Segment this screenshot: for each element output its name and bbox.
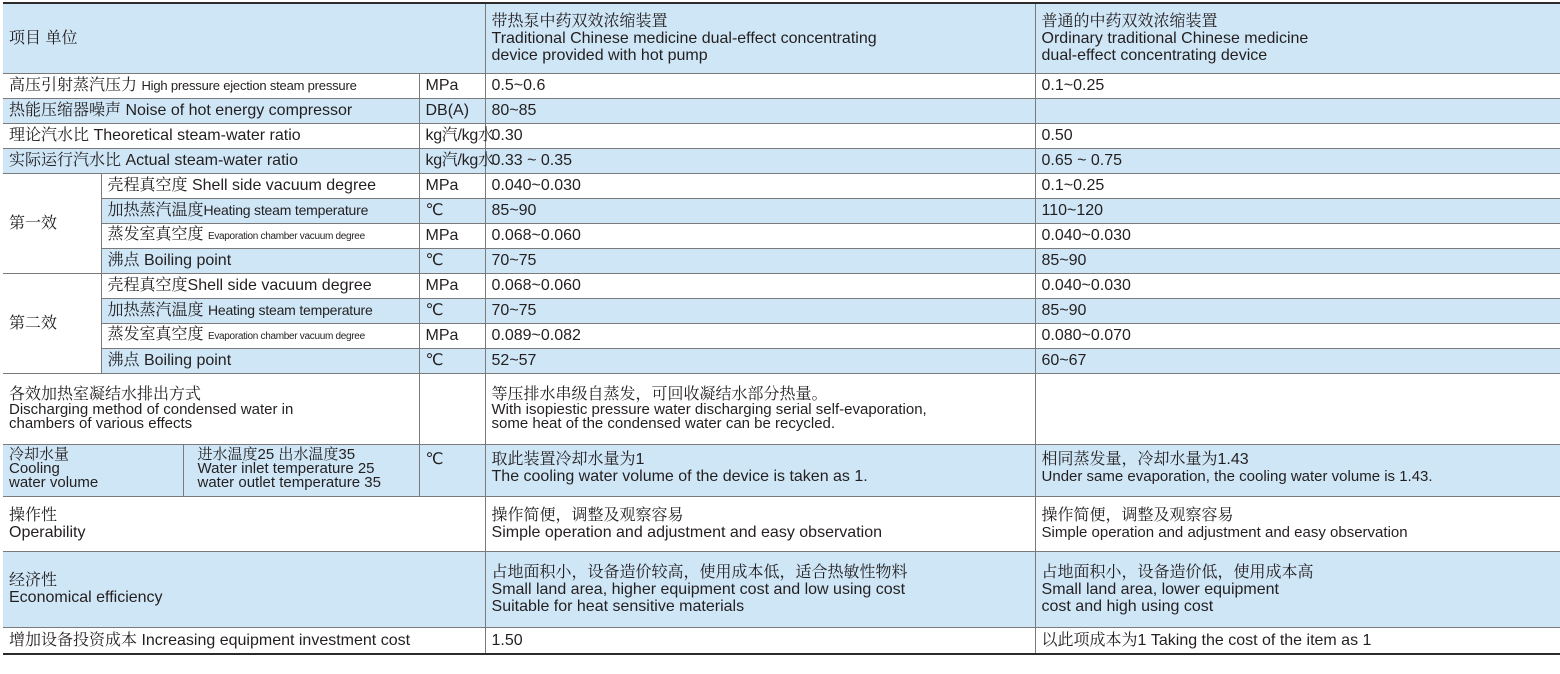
row-label	[101, 323, 419, 348]
header-col-ordinary-en1: Ordinary traditional Chinese medicine	[1041, 29, 1309, 47]
row-value-ordinary: 0.080~0.070	[1035, 323, 1560, 348]
row-label-cn: 加热蒸汽温度	[107, 302, 204, 319]
header-col-heatpump-en1: Traditional Chinese medicine dual-effect concentrating	[491, 29, 877, 47]
cooling-value-en: Under same evaporation, the cooling water volume is 1.43.	[1041, 467, 1433, 485]
row-label-en: Evaporation chamber vacuum degree	[207, 231, 365, 242]
discharge-label-en2: chambers of various effects	[9, 415, 193, 432]
row-unit: ℃	[419, 298, 485, 323]
row-unit: MPa	[419, 73, 485, 98]
row-value-heatpump: 85~90	[485, 198, 1035, 223]
row-unit: MPa	[419, 323, 485, 348]
row-label-cn: 高压引射蒸汽压力	[9, 77, 138, 94]
row-unit: MPa	[419, 223, 485, 248]
discharge-value-cn: 等压排水串级自蒸发，可回收凝结水部分热量。	[491, 386, 828, 403]
header-col-ordinary	[1035, 3, 1560, 73]
row-unit: kg汽/kg水	[419, 148, 485, 173]
cooling-value-heatpump	[485, 444, 1035, 496]
row-label	[101, 348, 419, 373]
row-unit	[419, 373, 485, 444]
row-label	[3, 148, 419, 173]
table-row	[3, 551, 1560, 627]
cooling-value-cn: 取此装置冷却水量为1	[491, 450, 645, 468]
table-row	[3, 323, 1560, 348]
operability-label	[3, 496, 485, 551]
cooling-label-en1: Cooling	[9, 459, 60, 477]
discharge-value-en2: some heat of the condensed water can be recycled.	[491, 415, 836, 432]
cooling-label-en2: water volume	[9, 473, 99, 491]
table-row	[3, 223, 1560, 248]
cooling-condition	[183, 444, 419, 496]
discharge-value-en1: With isopiestic pressure water discharging serial self-evaporation,	[491, 401, 927, 418]
economy-label	[3, 551, 485, 627]
row-value-heatpump: 70~75	[485, 248, 1035, 273]
investment-value-ordinary: 以此项成本为1 Taking the cost of the item as 1	[1035, 627, 1560, 654]
table-row	[3, 298, 1560, 323]
economy-value-en1: Small land area, lower equipment	[1041, 580, 1279, 598]
operability-value-en: Simple operation and adjustment and easy observation	[491, 523, 882, 541]
header-col-heatpump	[485, 3, 1035, 73]
row-value-ordinary: 0.1~0.25	[1035, 73, 1560, 98]
table-row	[3, 444, 1560, 496]
cooling-condition-en1: Water inlet temperature 25	[197, 459, 375, 477]
operability-value-heatpump	[485, 496, 1035, 551]
economy-value-en2: Suitable for heat sensitive materials	[491, 597, 745, 615]
discharge-label	[3, 373, 419, 444]
row-label-cn: 蒸发室真空度	[107, 326, 204, 343]
economy-value-heatpump	[485, 551, 1035, 627]
effect-label-second: 第二效	[3, 273, 101, 373]
operability-value-cn: 操作简便，调整及观察容易	[491, 506, 684, 524]
row-label-cn: 壳程真空度	[107, 177, 188, 194]
table-row	[3, 496, 1560, 551]
row-label-cn: 蒸发室真空度	[107, 226, 204, 243]
table-row	[3, 248, 1560, 273]
row-value-heatpump: 0.089~0.082	[485, 323, 1035, 348]
row-value-heatpump: 70~75	[485, 298, 1035, 323]
header-col-heatpump-en2: device provided with hot pump	[491, 46, 708, 64]
row-label	[101, 173, 419, 198]
row-label-cn: 加热蒸汽温度	[107, 202, 204, 219]
row-value-heatpump: 0.040~0.030	[485, 173, 1035, 198]
row-label-cn: 热能压缩器噪声	[9, 102, 122, 119]
cooling-value-ordinary	[1035, 444, 1560, 496]
operability-value-ordinary	[1035, 496, 1560, 551]
economy-value-ordinary	[1035, 551, 1560, 627]
row-label-en: Noise of hot energy compressor	[125, 102, 353, 119]
header-col-ordinary-en2: dual-effect concentrating device	[1041, 46, 1268, 64]
row-value-ordinary: 110~120	[1035, 198, 1560, 223]
row-unit: ℃	[419, 348, 485, 373]
economy-value-en2: cost and high using cost	[1041, 597, 1214, 615]
row-value-ordinary	[1035, 98, 1560, 123]
economy-value-cn: 占地面积小，设备造价较高，使用成本低，适合热敏性物料	[491, 563, 908, 581]
cooling-label	[3, 444, 183, 496]
discharge-label-cn: 各效加热室凝结水排出方式	[9, 386, 202, 403]
row-label-en: Actual steam-water ratio	[125, 152, 298, 169]
header-item-unit: 项目 单位	[3, 3, 485, 73]
economy-value-en1: Small land area, higher equipment cost and low using cost	[491, 580, 906, 598]
row-value-ordinary: 85~90	[1035, 248, 1560, 273]
row-value-ordinary: 0.1~0.25	[1035, 173, 1560, 198]
row-label	[101, 223, 419, 248]
effect-label-first: 第一效	[3, 173, 101, 273]
header-col-heatpump-cn: 带热泵中药双效浓缩装置	[491, 12, 668, 30]
operability-label-en: Operability	[9, 523, 86, 541]
row-label	[101, 298, 419, 323]
table-row	[3, 373, 1560, 444]
discharge-label-en1: Discharging method of condensed water in	[9, 401, 294, 418]
operability-label-cn: 操作性	[9, 506, 58, 524]
economy-label-en: Economical efficiency	[9, 589, 163, 606]
row-value-heatpump: 0.33 ~ 0.35	[485, 148, 1035, 173]
row-label-en: Boiling point	[143, 352, 232, 369]
row-label-en: Shell side vacuum degree	[191, 177, 377, 194]
row-label	[3, 123, 419, 148]
row-label-en: Evaporation chamber vacuum degree	[207, 331, 365, 342]
row-label-en: Heating steam temperature	[207, 302, 373, 318]
row-label	[101, 248, 419, 273]
cooling-label-cn: 冷却水量	[9, 445, 70, 463]
table-row	[3, 98, 1560, 123]
comparison-table	[3, 2, 1560, 655]
operability-value-cn: 操作简便，调整及观察容易	[1041, 506, 1234, 524]
row-value-heatpump: 0.5~0.6	[485, 73, 1035, 98]
discharge-value-ordinary	[1035, 373, 1560, 444]
row-value-heatpump: 80~85	[485, 98, 1035, 123]
row-value-heatpump: 0.30	[485, 123, 1035, 148]
row-label	[3, 98, 419, 123]
economy-value-cn: 占地面积小，设备造价低，使用成本高	[1041, 563, 1314, 581]
row-unit: DB(A)	[419, 98, 485, 123]
row-value-heatpump: 0.068~0.060	[485, 273, 1035, 298]
row-value-heatpump: 0.068~0.060	[485, 223, 1035, 248]
table-row	[3, 73, 1560, 98]
row-label	[3, 73, 419, 98]
row-label-cn: 沸点	[107, 252, 140, 269]
table-row	[3, 348, 1560, 373]
row-value-ordinary: 60~67	[1035, 348, 1560, 373]
row-label-en: Shell side vacuum degree	[187, 277, 372, 294]
cooling-condition-cn: 进水温度25 出水温度35	[197, 445, 356, 463]
row-value-ordinary: 85~90	[1035, 298, 1560, 323]
table-row	[3, 627, 1560, 654]
row-value-heatpump: 52~57	[485, 348, 1035, 373]
row-unit: MPa	[419, 173, 485, 198]
row-value-ordinary: 0.040~0.030	[1035, 273, 1560, 298]
row-value-ordinary: 0.50	[1035, 123, 1560, 148]
table-row	[3, 198, 1560, 223]
investment-label: 增加设备投资成本 Increasing equipment investment cost	[3, 627, 485, 654]
investment-value-heatpump: 1.50	[485, 627, 1035, 654]
row-value-ordinary: 0.65 ~ 0.75	[1035, 148, 1560, 173]
row-label	[101, 198, 419, 223]
row-unit: ℃	[419, 248, 485, 273]
header-col-ordinary-cn: 普通的中药双效浓缩装置	[1041, 12, 1218, 30]
row-unit: ℃	[419, 444, 485, 496]
table-row	[3, 273, 1560, 298]
row-value-ordinary: 0.040~0.030	[1035, 223, 1560, 248]
row-label-cn: 沸点	[107, 352, 140, 369]
row-label-cn: 壳程真空度	[107, 277, 188, 294]
row-unit: ℃	[419, 198, 485, 223]
row-label-en: Boiling point	[143, 252, 232, 269]
row-label-cn: 理论汽水比	[9, 127, 90, 144]
operability-value-en: Simple operation and adjustment and easy observation	[1041, 523, 1408, 541]
table-row	[3, 173, 1560, 198]
discharge-value-heatpump	[485, 373, 1035, 444]
row-label	[101, 273, 419, 298]
row-label-en: Heating steam temperature	[203, 202, 369, 218]
table-row	[3, 123, 1560, 148]
cooling-condition-en2: water outlet temperature 35	[197, 473, 381, 491]
economy-label-cn: 经济性	[9, 572, 58, 589]
row-label-en: Theoretical steam-water ratio	[93, 127, 301, 144]
table-header-row	[3, 3, 1560, 73]
table-row	[3, 148, 1560, 173]
cooling-value-en: The cooling water volume of the device is taken as 1.	[491, 467, 868, 485]
row-label-en: High pressure ejection steam pressure	[141, 78, 357, 93]
row-label-cn: 实际运行汽水比	[9, 152, 122, 169]
row-unit: MPa	[419, 273, 485, 298]
cooling-value-cn: 相同蒸发量，冷却水量为1.43	[1041, 450, 1249, 468]
row-unit: kg汽/kg水	[419, 123, 485, 148]
